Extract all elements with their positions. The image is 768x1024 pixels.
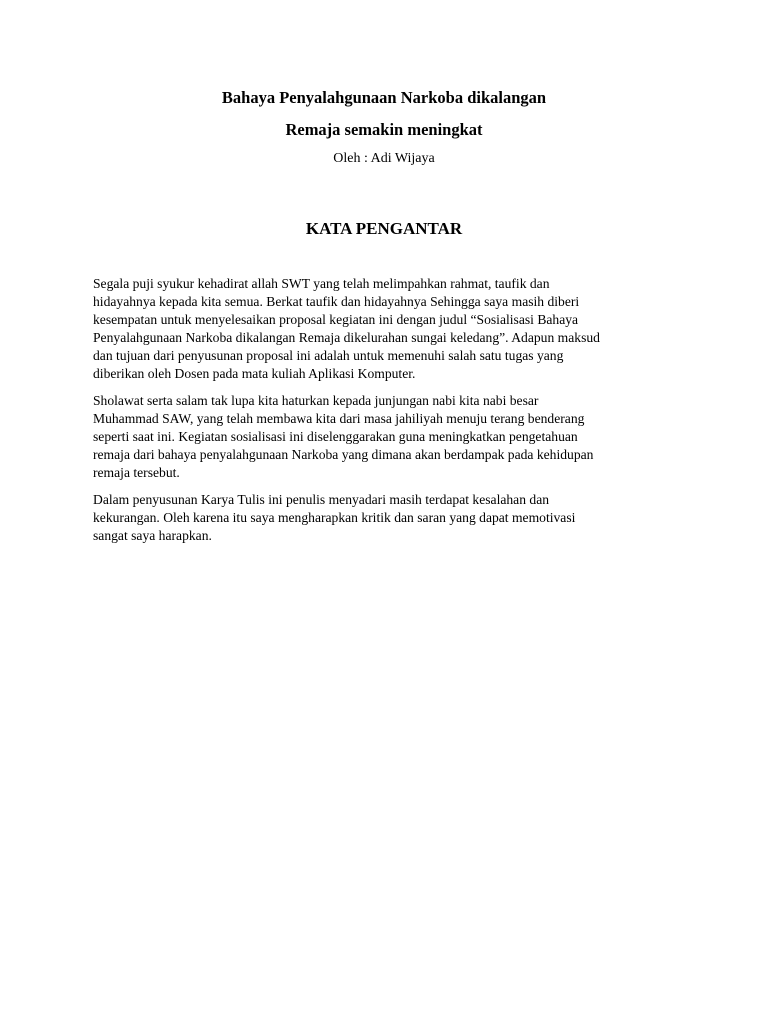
document-title-line-1: Bahaya Penyalahgunaan Narkoba dikalangan bbox=[221, 88, 547, 107]
body-text bbox=[93, 275, 678, 554]
document-author: Oleh : Adi Wijaya bbox=[333, 151, 435, 166]
paragraph-1: Segala puji syukur kehadirat allah SWT yang telah melimpahkan rahmat, taufik dan hidayahnya kepada kita semua. Berkat taufik dan hidayahnya Sehingga saya masih diberi kesempatan untuk menyelesaikan proposal kegiatan ini dengan judul “Sosialisasi Bahaya Penyalahgunaan Narkoba dikalangan Remaja dikelurahan sungai keledang”. Adapun maksud dan tujuan dari penyusunan proposal ini adalah untuk memenuhi salah satu tugas yang diberikan oleh Dosen pada mata kuliah Aplikasi Komputer. bbox=[93, 276, 600, 381]
document-title-line-2: Remaja semakin meningkat bbox=[285, 120, 483, 139]
paragraph-2: Sholawat serta salam tak lupa kita haturkan kepada junjungan nabi kita nabi besar Muhammad SAW, yang telah membawa kita dari masa jahiliyah menuju terang benderang seperti saat ini. Kegiatan sosialisasi ini diselenggarakan guna meningkatkan pengetahuan remaja dari bahaya penyalahgunaan Narkoba yang dimana akan berdampak pada kehidupan remaja tersebut. bbox=[93, 393, 594, 480]
paragraph-3: Dalam penyusunan Karya Tulis ini penulis menyadari masih terdapat kesalahan dan kekurangan. Oleh karena itu saya mengharapkan kritik dan saran yang dapat memotivasi sangat saya harapkan. bbox=[93, 492, 576, 543]
section-heading: KATA PENGANTAR bbox=[305, 219, 463, 238]
